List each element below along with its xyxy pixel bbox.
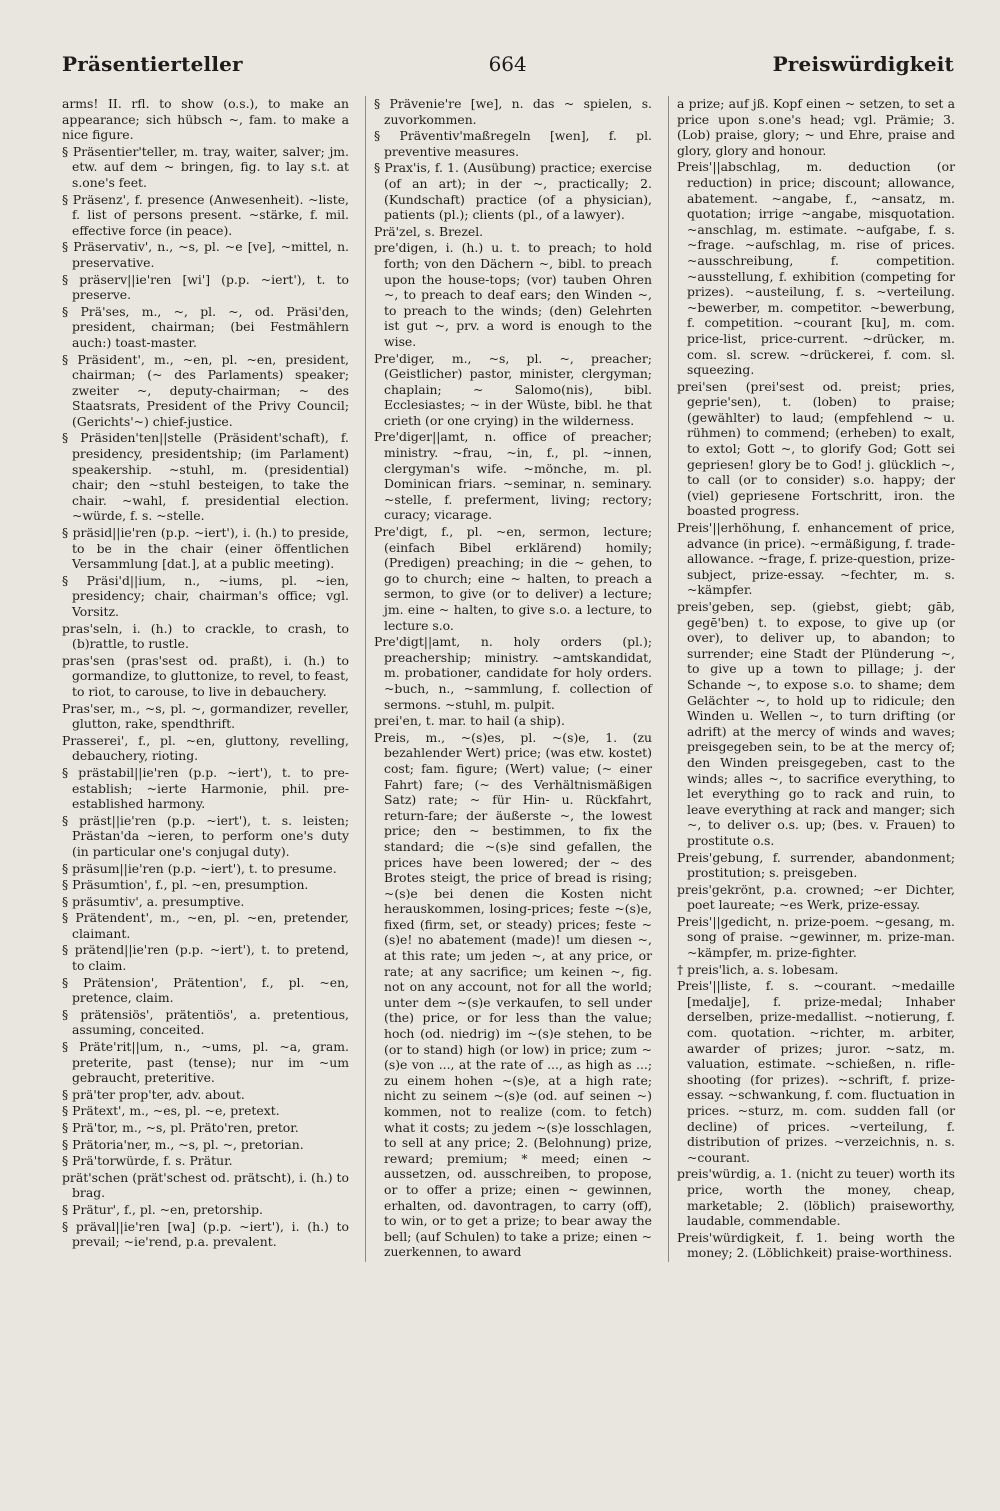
dictionary-entry: § präsumtiv', a. presumptive. [62,893,245,909]
dictionary-entry: Pre'digt, f., pl. ~en, sermon, lecture; (einfach Bibel erklärend) homily; (Predigen) preaching; in die ~ gehen, to go to church; eine ~ halten, to preach a sermon, to give (or to deliver) a lecture; jm. eine ~ halten, to give s.o. a lecture, to lecture s.o. [374,524,652,633]
dictionary-entry: § prä'ter prop'ter, adv. about. [62,1086,245,1102]
dictionary-entry: prei'sen (prei'sest od. preist; pries, geprie'sen), t. (loben) to praise; (gewählter) to laud; (empfehlend ~ u. rühmen) to commend; (erheben) to exalt, to extol; Gott ~, to glorify God; Gott sei gepriesen! glory be to God! j. glücklich ~, to call (or to consider) s.o. happy; der (viel) gepriesene Fortschritt, iron. the boasted progress. [677,378,955,519]
dictionary-entry: Preis, m., ~(s)es, pl. ~(s)e, 1. (zu bezahlender Wert) price; (was etw. kostet) cost; fam. figure; (Wert) value; (~ einer Fahrt) fare; (~ des Verhältnismäßigen Satz) rate; ~ für Hin- u. Rückfahrt, return-fare; der äußerste ~, the lowest price; den ~ bestimmen, to fix the standard; die ~(s)e sind gefallen, the prices have been lowered; der ~ des Brotes steigt, the price of bread is rising; ~(s)e bei denen die Kosten nicht herauskommen, losing-prices; feste ~(s)e, fixed (firm, set, or steady) prices; feste ~(s)e! no abatement (made)! um diesen ~, at this rate; um jeden ~, at any price, or rate; at any sacrifice; um keinen ~, fig. not on any account, not for all the world; unter dem ~(s)e verkaufen, to sell under (the) price, or for less than the value; hoch (od. niedrig) im ~(s)e stehen, to be (or to stand) high (or low) in price; zum ~(s)e von ..., at the rate of ..., as high as ...; zu einem hohen ~(s)e, at a high rate; nicht zu seinem ~(s)e (od. auf seinen ~) kommen, not to realize (com. to fetch) what it costs; zu jedem ~(s)e losschlagen, to sell at any price; 2. (Belohnung) prize, reward; premium; * meed; einen ~ aussetzen, od. ausschreiben, to propose, or to offer a prize; einen ~ gewinnen, erhalten, od. davontragen, to carry (off), to win, or to get a prize; to bear away the bell; (auf Schulen) to take a prize; einen ~ zuerkennen, to award [374,729,652,1260]
left-running-head: Präsentierteller [62,52,243,76]
dictionary-entry: Preis'||gedicht, n. prize-poem. ~gesang, m. song of praise. ~gewinner, m. prize-man. ~kämpfer, m. prize-fighter. [677,913,955,961]
dictionary-entry: a prize; auf jß. Kopf einen ~ setzen, to set a price upon s.one's head; vgl. Prämie; 3. (Lob) praise, glory; ~ und Ehre, praise and glory, glory and honour. [677,96,955,158]
dictionary-entry: preis'geben, sep. (giebst, giebt; gāb, gegē'ben) t. to expose, to give up (or over), to deliver up, to abandon; to surrender; eine Stadt der Plünderung ~, to give up a town to pillage; j. der Schande ~, to expose s.o. to shame; dem Gelächter ~, to hold up to ridicule; den Winden u. Wellen ~, to turn drifting (or adrift) at the mercy of winds and waves; preisgegeben sein, to be at the mercy of; den Winden preisgegeben, cast to the winds; alles ~, to sacrifice everything, to let everything go to rack and ruin, to leave everything at rack and manger; sich ~, to deliver o.s. up; (bes. v. Frauen) to prostitute o.s. [677,599,955,848]
dictionary-entry: † preis'lich, a. s. lobesam. [677,961,839,977]
dictionary-entry: § Prax'is, f. 1. (Ausübung) practice; exercise (of an art); in der ~, practically; 2. (Kundschaft) practice (of a physician), patients (pl.); clients (pl., of a lawyer). [374,160,652,223]
dictionary-entry: § präsum||ie'ren (p.p. ~iert'), t. to presume. [62,860,337,876]
dictionary-entry: § präst||ie'ren (p.p. ~iert'), t. s. leisten; Prästan'da ~ieren, to perform one's duty (in particular one's conjugal duty). [62,812,349,859]
dictionary-entry: § prästabil||ie'ren (p.p. ~iert'), t. to pre-establish; ~ierte Harmonie, phil. pre-established harmony. [62,764,349,812]
dictionary-entry: Pras'ser, m., ~s, pl. ~, gormandizer, reveller, glutton, rake, spendthrift. [62,700,349,732]
page-header [62,52,954,88]
dictionary-entry: § Prä'ses, m., ~, pl. ~, od. Präsi'den, president, chairman; (bei Festmählern auch:) toast-master. [62,303,349,350]
dictionary-entry: § Präsident', m., ~en, pl. ~en, president, chairman; (~ des Parlaments) speaker; zweiter ~, deputy-chairman; ~ des Staatsrats, President of the Privy Council; (Gerichts'~) chief-justice. [62,351,349,429]
dictionary-entry: Prä'zel, s. Brezel. [374,223,484,239]
dictionary-entry: pre'digen, i. (h.) u. t. to preach; to hold forth; von den Dächern ~, bibl. to preach upon the house-tops; (vor) tauben Ohren ~, to preach to deaf ears; den Winden ~, to preach to the winds; (den) Gelehrten ist gut ~, prv. a word is enough to the wise. [374,240,652,349]
dictionary-entry: § präserv||ie'ren [wi'] (p.p. ~iert'), t. to preserve. [62,271,349,303]
dictionary-entry: § Präte'rit||um, n., ~ums, pl. ~a, gram. preterite, past (tense); nur im ~um gebraucht, preteritive. [62,1039,349,1086]
dictionary-entry: Preis'||abschlag, m. deduction (or reduction) in price; discount; allowance, abatement. ~angabe, f., ~ansatz, m. quotation; irrige ~angabe, misquotation. ~anschlag, m. estimate. ~aufgabe, f. s. ~frage. ~aufschlag, m. rise of prices. ~ausschreibung, f. competition. ~ausstellung, f. exhibition (competing for prizes). ~austeilung, f. s. ~verteilung. ~bewerber, m. competitor. ~bewerbung, f. competition. ~courant [ku], m. com. price-list, price-current. ~drücker, m. com. sl. screw. ~drückerei, f. com. sl. squeezing. [677,159,955,378]
dictionary-entry: pras'sen (pras'sest od. praßt), i. (h.) to gormandize, to gluttonize, to revel, to feast, to riot, to carouse, to live in debauchery. [62,652,349,699]
dictionary-entry: Preis'||erhöhung, f. enhancement of price, advance (in price). ~ermäßigung, f. trade-allowance. ~frage, f. prize-question, prize-subject, prize-essay. ~fechter, m. s. ~kämpfer. [677,520,955,598]
dictionary-entry: § Prä'tor, m., ~s, pl. Präto'ren, pretor. [62,1120,299,1135]
dictionary-entry: § präval||ie'ren [wa] (p.p. ~iert'), i. (h.) to prevail; ~ie'rend, p.a. prevalent. [62,1218,349,1250]
dictionary-entry: Preis'gebung, f. surrender, abandonment; prostitution; s. preisgeben. [677,849,955,881]
dictionary-entry: preis'gekrönt, p.a. crowned; ~er Dichter, poet laureate; ~es Werk, prize-essay. [677,881,955,913]
dictionary-entry: § Prätension', Prätention', f., pl. ~en, pretence, claim. [62,974,349,1006]
dictionary-entry: § Präventiv'maßregeln [wen], f. pl. preventive measures. [374,128,652,159]
dictionary-entry: § Präsentier'teller, m. tray, waiter, salver; jm. etw. auf dem ~ bringen, fig. to lay s.t. at s.one's feet. [62,143,349,190]
dictionary-entry: § prätend||ie'ren (p.p. ~iert'), t. to pretend, to claim. [62,942,349,974]
dictionary-entry: § Prävenie're [we], n. das ~ spielen, s. zuvorkommen. [374,96,652,127]
column-middle [365,96,652,1262]
dictionary-entry: § Präsi'd||ium, n., ~iums, pl. ~ien, presidency; chair, chairman's office; vgl. Vorsitz. [62,572,349,619]
dictionary-entry: pras'seln, i. (h.) to crackle, to crash, to (b)rattle, to rustle. [62,620,349,652]
dictionary-entry: § Prätur', f., pl. ~en, pretorship. [62,1201,263,1217]
dictionary-entry: arms! II. rfl. to show (o.s.), to make an appearance; sich hübsch ~, fam. to make a nice figure. [62,96,349,143]
column-right [668,96,955,1262]
dictionary-entry: prät'schen (prät'schest od. prätscht), i. (h.) to brag. [62,1169,349,1201]
dictionary-entry: § Präsiden'ten||stelle (Präsident'schaft), f. presidency, presidentship; (im Parlament) speakership. ~stuhl, m. (presidential) chair; den ~stuhl besteigen, to take the chair. ~wahl, f. presidential election. ~würde, f. s. ~stelle. [62,430,349,524]
dictionary-entry: § Prätext', m., ~es, pl. ~e, pretext. [62,1103,280,1119]
column-left [62,96,349,1262]
dictionary-entry: Pre'diger||amt, n. office of preacher; ministry. ~frau, ~in, f., pl. ~innen, clergyman's wife. ~mönche, m. pl. Dominican friars. ~seminar, n. seminary. ~stelle, f. preferment, living; rectory; curacy; vicarage. [374,429,652,523]
dictionary-entry: § Prä'torwürde, f. s. Prätur. [62,1153,233,1169]
right-running-head: Preiswürdigkeit [772,52,954,76]
dictionary-entry: Pre'diger, m., ~s, pl. ~, preacher; (Geistlicher) pastor, minister, clergyman; chaplain; ~ Salomo(nis), bibl. Ecclesiastes; ~ in der Wüste, bibl. he that crieth (or one crying) in the wilderness. [374,350,652,428]
dictionary-entry: § Präservativ', n., ~s, pl. ~e [ve], ~mittel, n. preservative. [62,239,349,270]
dictionary-entry: § präsid||ie'ren (p.p. ~iert'), i. (h.) to preside, to be in the chair (einer öffentlichen Versammlung [dat.], at a public meeting). [62,525,349,572]
dictionary-entry: § Prätendent', m., ~en, pl. ~en, pretender, claimant. [62,910,349,941]
dictionary-entry: Prasserei', f., pl. ~en, gluttony, revelling, debauchery, rioting. [62,732,349,764]
dictionary-entry: Pre'digt||amt, n. holy orders (pl.); preachership; ministry. ~amtskandidat, m. probationer, candidate for holy orders. ~buch, n., ~sammlung, f. collection of sermons. ~stuhl, m. pulpit. [374,634,652,712]
dictionary-entry: § Präsumtion', f., pl. ~en, presumption. [62,877,309,893]
dictionary-entry: Preis'würdigkeit, f. 1. being worth the money; 2. (Löblichkeit) praise-worthiness. [677,1229,955,1261]
dictionary-entry: § Präsenz', f. presence (Anwesenheit). ~liste, f. list of persons present. ~stärke, f. mil. effective force (in peace). [62,191,349,238]
dictionary-entry: Preis'||liste, f. s. ~courant. ~medaille [medalje], f. prize-medal; Inhaber derselben, prize-medallist. ~notierung, f. com. quotation. ~richter, m. arbiter, awarder of prizes; juror. ~satz, m. valuation, estimate. ~schießen, n. rifle-shooting (for prizes). ~schrift, f. prize-essay. ~schwankung, f. com. fluctuation in prices. ~sturz, m. com. sudden fall (or decline) of prices. ~verteilung, f. distribution of prizes. ~verzeichnis, n. s. ~courant. [677,978,955,1165]
dictionary-entry: § prätensiös', prätentiös', a. pretentious, assuming, conceited. [62,1006,349,1038]
page-number: 664 [488,52,527,76]
dictionary-entry: preis'würdig, a. 1. (nicht zu teuer) worth its price, worth the money, cheap, marketable; 2. (löblich) praiseworthy, laudable, commendable. [677,1166,955,1229]
entry-columns [62,96,954,1262]
dictionary-entry: § Prätoria'ner, m., ~s, pl. ~, pretorian. [62,1136,304,1152]
dictionary-entry: prei'en, t. mar. to hail (a ship). [374,713,565,729]
